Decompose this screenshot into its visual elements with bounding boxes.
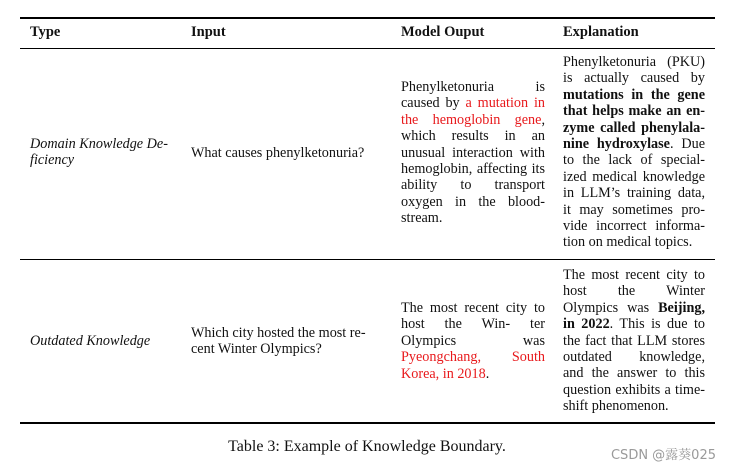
row2-type: Outdated Knowledge [30, 333, 151, 349]
row1-type: Domain Knowledge De- ficiency [30, 136, 168, 169]
row2-expl-post: . This is due to the fact that LLM stores outdated knowledge, and the answer to this question exhibits a time-shift phenomenon. [563, 316, 705, 415]
row1-input: What causes phenylketonuria? [191, 145, 365, 161]
row1-model-output [401, 79, 545, 227]
header-model-output: Model Ouput [401, 24, 485, 40]
top-rule [20, 17, 715, 19]
row-separator [20, 259, 715, 260]
row1-output-post: , which results in an unusual interaction with hemoglobin, affecting its ability to transport oxygen in the blood- stream. [401, 111, 545, 227]
header-rule [20, 48, 715, 49]
row1-output-hallucination: a mutation in the hemoglobin gene [401, 95, 545, 128]
row2-expl-correct: Beijing, in 2022 [563, 299, 705, 333]
header-explanation: Explanation [563, 24, 639, 40]
row1-expl-pre: Phenylketonuria (PKU) is actually caused by [563, 54, 705, 87]
table-caption: Table 3: Example of Knowledge Boundary. [228, 438, 506, 455]
row2-explanation [563, 267, 705, 415]
row2-model-output [401, 300, 545, 382]
watermark: CSDN @露葵025 [610, 448, 716, 463]
header-input: Input [191, 24, 226, 40]
header-type: Type [30, 24, 61, 40]
row2-output-pre: The most recent city to host the Win- ter Olympics was [401, 300, 545, 349]
row2-output-hallucination: Pyeongchang, South Korea, in 2018 [401, 349, 545, 382]
row1-expl-post: . Due to the lack of special- ized medical knowledge in LLM’s training data, it may sometimes pro- vide incorrect informa- tion on medical topics. [563, 136, 705, 251]
row2-expl-pre: The most recent city to host the Winter Olympics was [563, 267, 705, 316]
row1-output-pre: Phenylketonuria is caused by [401, 79, 545, 112]
row2-output-post: . [485, 365, 490, 382]
bottom-rule [20, 422, 715, 424]
row1-expl-correct: mutations in the gene that helps make an en- zyme called phenylala- nine hydroxylase [563, 86, 705, 153]
row1-explanation [563, 54, 705, 251]
row2-input: Which city hosted the most re- cent Winter Olympics? [191, 325, 366, 358]
